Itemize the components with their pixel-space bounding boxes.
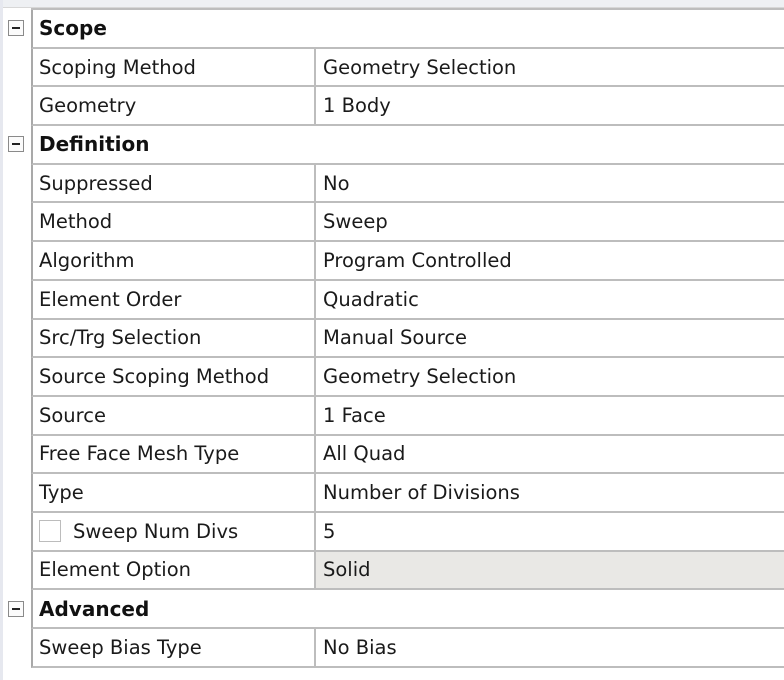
details-grid [31,8,784,668]
property-value[interactable]: Number of Divisions [323,481,520,505]
category-scope [31,10,784,49]
property-value[interactable]: Quadratic [323,287,419,311]
property-row-suppressed[interactable] [31,165,784,204]
property-value[interactable]: No [323,171,350,195]
property-value[interactable]: Sweep [323,210,388,234]
property-row-algorithm[interactable] [31,242,784,281]
property-row-element-order[interactable] [31,281,784,320]
property-row-sweep-bias-type[interactable] [31,629,784,668]
property-value[interactable]: 5 [323,519,336,543]
panel-left-edge [0,0,3,680]
property-row-source-scoping-method[interactable] [31,358,784,397]
property-row-type[interactable] [31,474,784,513]
property-value[interactable]: Geometry Selection [323,55,517,79]
property-label: Src/Trg Selection [33,320,316,357]
property-row-scoping-method[interactable] [31,49,784,88]
category-definition [31,126,784,165]
property-value[interactable]: 1 Body [323,94,391,118]
property-value[interactable]: All Quad [323,442,406,466]
property-row-method[interactable] [31,203,784,242]
category-advanced [31,590,784,629]
property-value-readonly[interactable]: Solid [316,552,784,589]
category-label: Scope [39,16,107,41]
property-row-element-option[interactable] [31,552,784,591]
property-label: Element Order [33,281,316,318]
parameter-checkbox[interactable] [39,520,61,542]
property-value[interactable]: Program Controlled [323,248,512,272]
property-label: Geometry [33,87,316,124]
property-label: Source Scoping Method [33,358,316,395]
property-label: Sweep Bias Type [33,629,316,666]
panel-top-strip [0,0,784,8]
property-row-geometry[interactable] [31,87,784,126]
property-label-with-checkbox [33,513,316,550]
property-label: Source [33,397,316,434]
collapse-icon[interactable] [8,20,24,36]
property-row-sweep-num-divs[interactable] [31,513,784,552]
property-label: Scoping Method [33,49,316,86]
property-label: Free Face Mesh Type [33,436,316,473]
category-label: Definition [39,132,150,157]
property-row-free-face-mesh-type[interactable] [31,436,784,475]
property-value[interactable]: 1 Face [323,403,386,427]
property-label: Element Option [33,552,316,589]
property-label: Type [33,474,316,511]
collapse-icon[interactable] [8,601,24,617]
property-value[interactable]: No Bias [323,635,397,659]
property-label: Algorithm [33,242,316,279]
property-label: Method [33,203,316,240]
category-label: Advanced [39,596,150,621]
property-row-src-trg-selection[interactable] [31,320,784,359]
property-value[interactable]: Geometry Selection [323,365,517,389]
property-label: Sweep Num Divs [73,519,239,543]
property-label: Suppressed [33,165,316,202]
property-row-source[interactable] [31,397,784,436]
collapse-icon[interactable] [8,136,24,152]
property-value[interactable]: Manual Source [323,326,468,350]
